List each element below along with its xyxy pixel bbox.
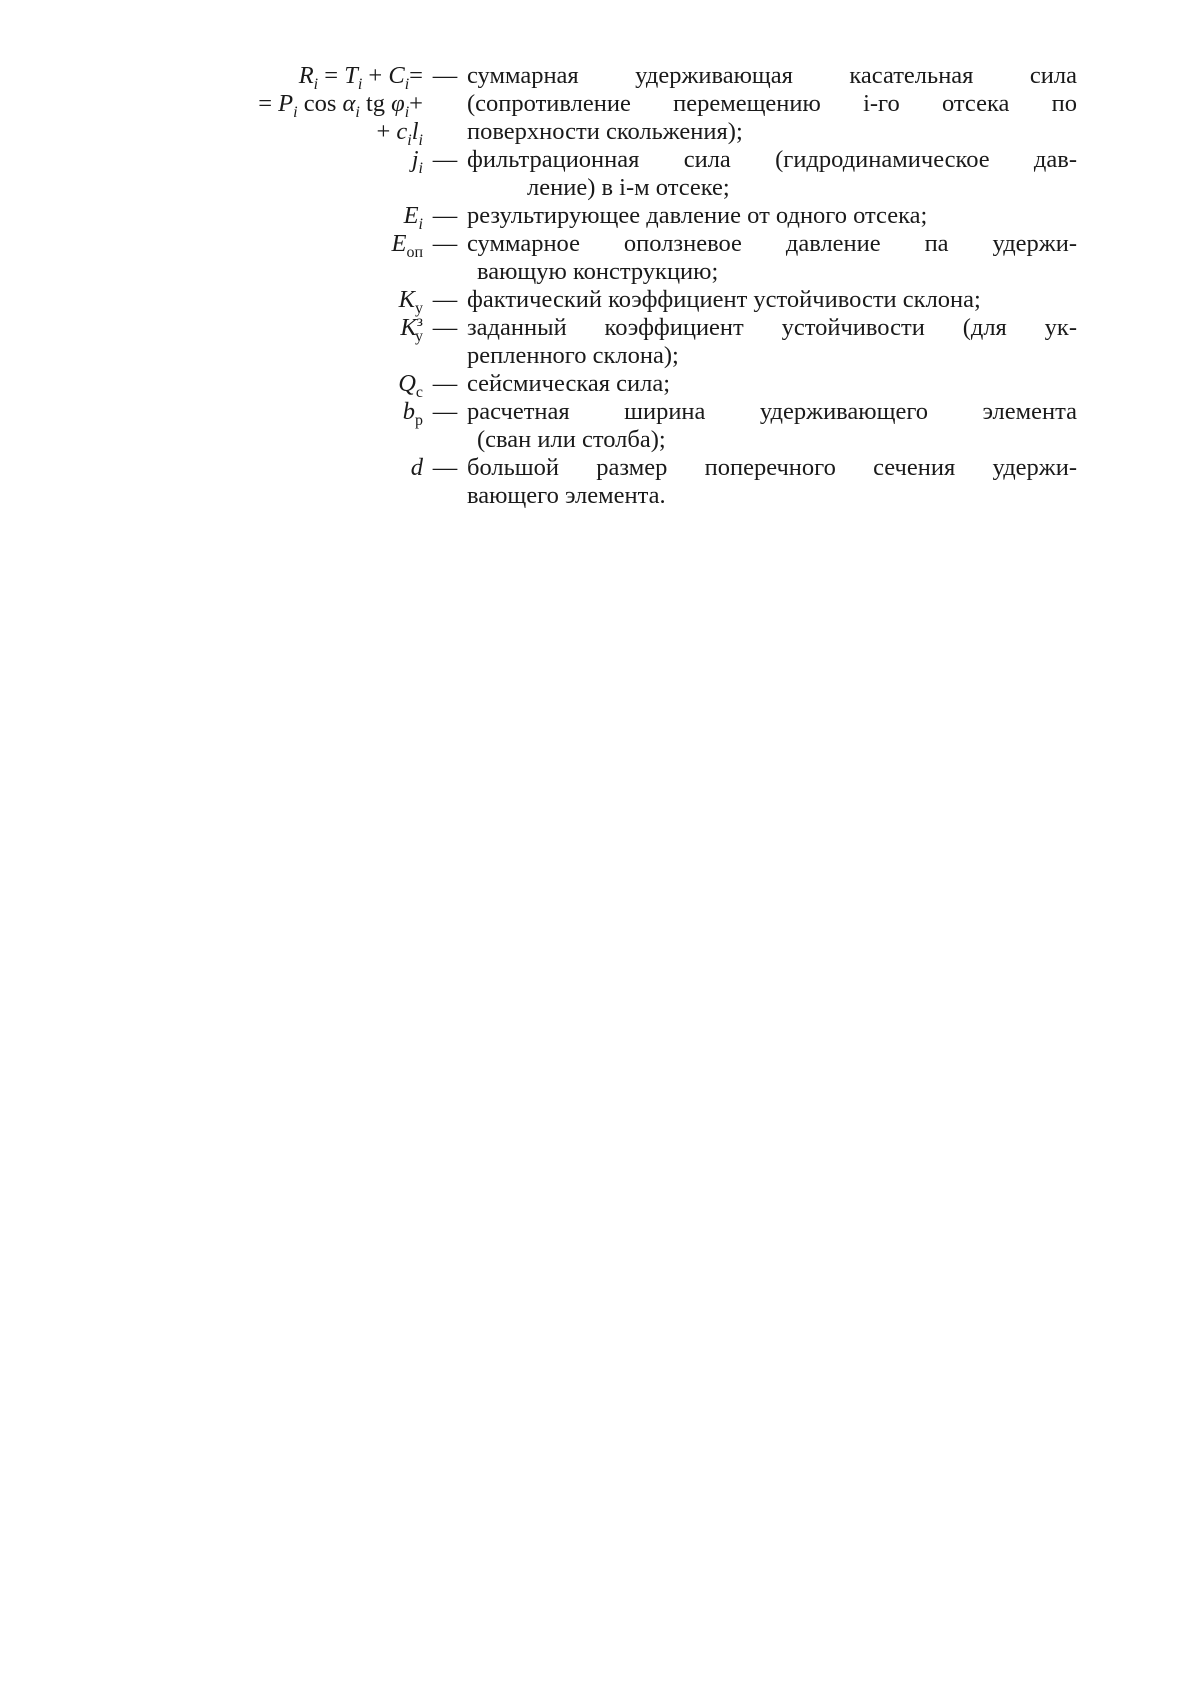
description-line: репленного склона);	[467, 342, 679, 369]
definitions-list	[118, 62, 1118, 510]
definition-symbol	[118, 62, 423, 149]
description-line: суммарное оползневое давление па удержи-	[467, 230, 1077, 257]
definition-description	[467, 454, 1077, 510]
description-line: поверхности скольжения);	[467, 118, 743, 145]
definition-description	[467, 286, 1077, 314]
definition-row-K	[118, 286, 1118, 317]
description-line: вающую конструкцию;	[477, 258, 719, 285]
description-line: (сван или столба);	[477, 426, 666, 453]
definition-symbol	[118, 146, 423, 177]
definition-description	[467, 146, 1077, 202]
description-line: заданный коэффициент устойчивости (для ук-	[467, 314, 1077, 341]
definition-dash: —	[432, 146, 458, 173]
symbol-line: $K_у$	[398, 286, 423, 317]
description-line: фактический коэффициент устойчивости склона;	[467, 286, 981, 313]
definition-description	[467, 62, 1077, 146]
definition-row-E	[118, 202, 1118, 233]
definition-symbol	[118, 202, 423, 233]
definition-row-d	[118, 454, 1118, 510]
symbol-line: d	[410, 454, 423, 481]
definition-description	[467, 314, 1077, 370]
description-line: большой размер поперечного сечения удержи-	[467, 454, 1077, 481]
description-line: суммарная удерживающая касательная сила	[467, 62, 1077, 89]
description-line: вающего элемента.	[467, 482, 666, 509]
definition-dash: —	[432, 398, 458, 425]
symbol-line: $R_i = T_i + C_i=$	[298, 62, 423, 93]
symbol-line: + $c_il_i$	[376, 118, 423, 149]
definition-dash: —	[432, 230, 458, 257]
definition-dash: —	[432, 202, 458, 229]
definition-description	[467, 202, 1077, 230]
definition-row-Q	[118, 370, 1118, 401]
symbol-line: $K^з_у$	[400, 312, 423, 345]
definition-symbol	[118, 312, 423, 345]
definition-description	[467, 398, 1077, 454]
definition-dash: —	[432, 454, 458, 481]
definition-symbol	[118, 398, 423, 429]
description-line: фильтрационная сила (гидродинамическое дав-	[467, 146, 1077, 173]
symbol-line: $Q_с$	[398, 370, 423, 401]
description-line: сейсмическая сила;	[467, 370, 671, 397]
description-line: ление) в i-м отсеке;	[527, 174, 730, 201]
definition-dash: —	[432, 314, 458, 341]
definition-dash: —	[432, 370, 458, 397]
symbol-line: $b_р$	[402, 398, 423, 429]
definition-dash: —	[432, 62, 458, 89]
symbol-line: $E_{оп}$	[391, 230, 423, 261]
symbol-line: $E_i$	[403, 202, 423, 233]
definition-description	[467, 370, 1077, 398]
definition-symbol	[118, 370, 423, 401]
description-line: результирующее давление от одного отсека;	[467, 202, 928, 229]
definition-row-K-z	[118, 314, 1118, 370]
definition-symbol	[118, 454, 423, 482]
symbol-line: = $P_i$ $\cos \alpha_i$ tg $\varphi_i+$	[258, 90, 423, 121]
definition-row-j	[118, 146, 1118, 202]
description-line: расчетная ширина удерживающего элемента	[467, 398, 1077, 425]
definition-description	[467, 230, 1077, 286]
definition-row-b	[118, 398, 1118, 454]
definition-dash: —	[432, 286, 458, 313]
definition-symbol	[118, 230, 423, 261]
description-line: (сопротивление перемещению i-го отсека по	[467, 90, 1077, 117]
definition-symbol	[118, 286, 423, 317]
symbol-line: $j_i$	[411, 146, 423, 177]
definition-row-R	[118, 62, 1118, 149]
definition-row-E-op	[118, 230, 1118, 286]
